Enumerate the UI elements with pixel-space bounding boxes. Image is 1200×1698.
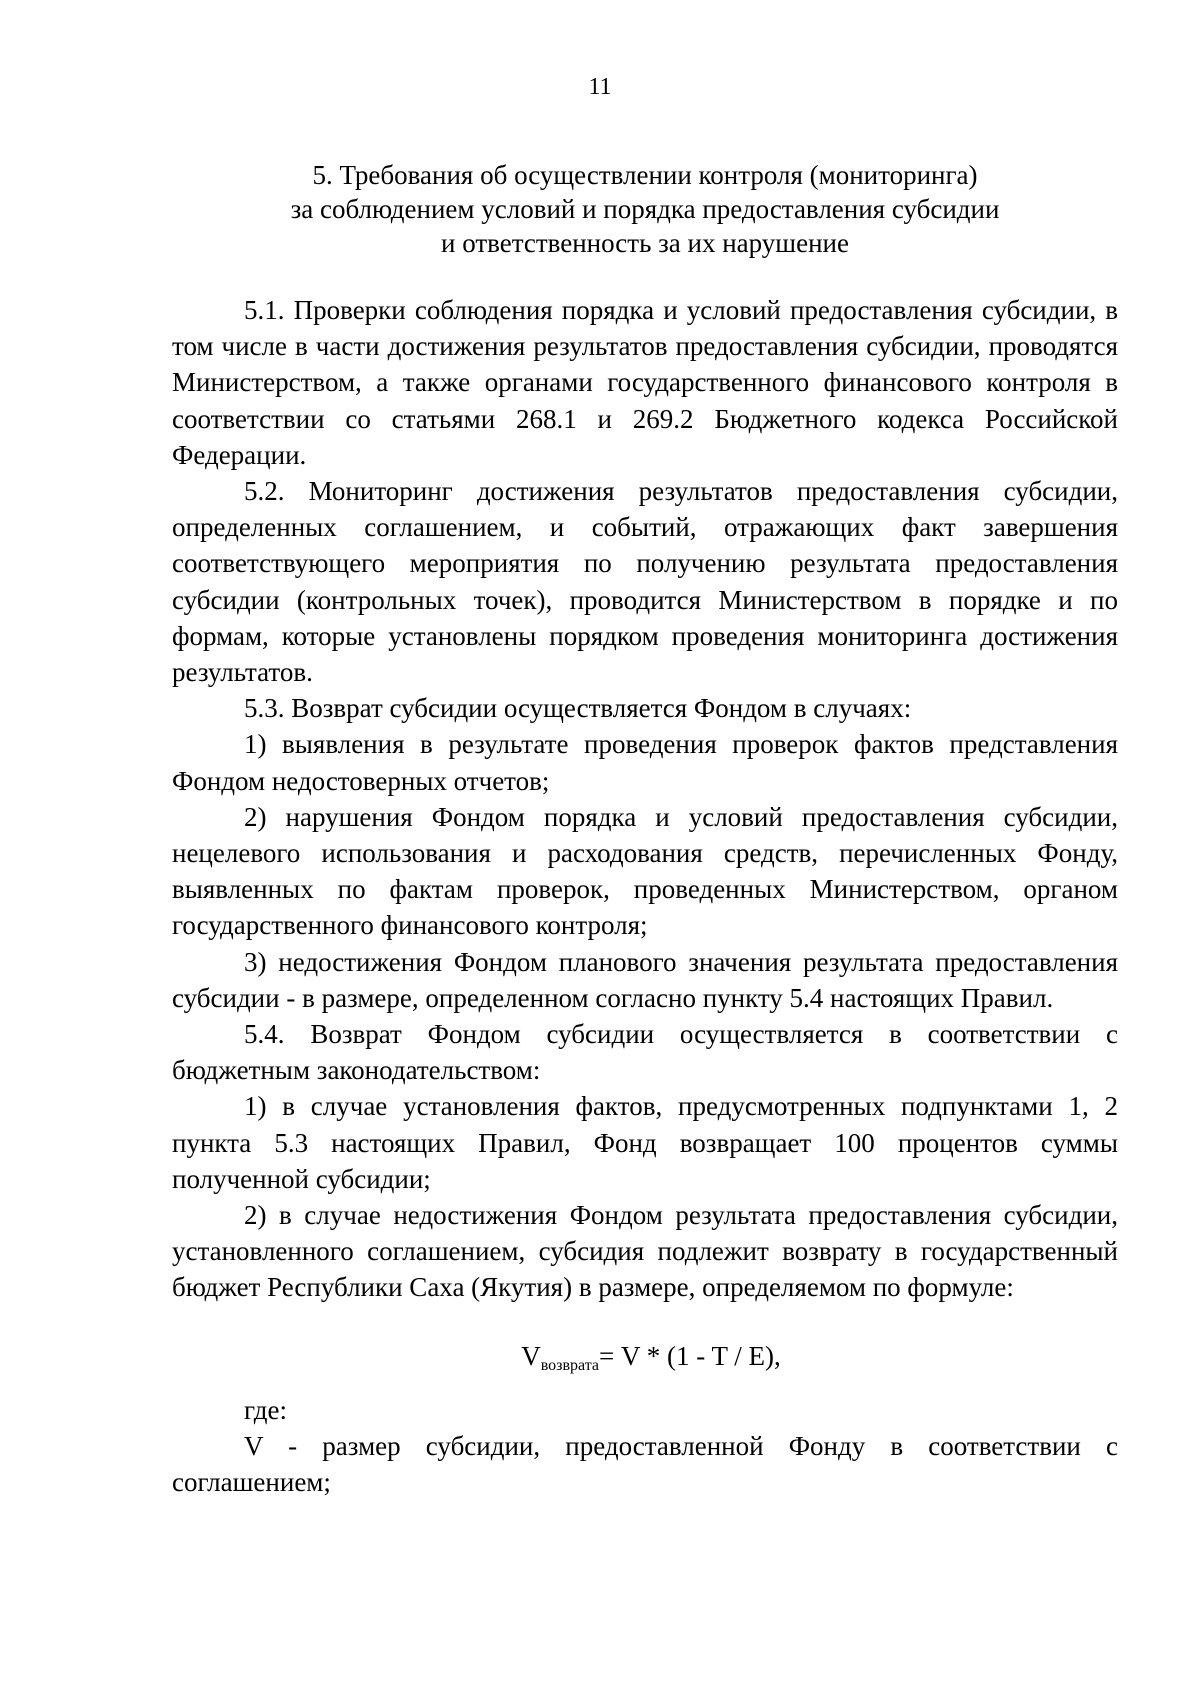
section-title-line-3: и ответственность за их нарушение xyxy=(441,228,849,258)
document-body xyxy=(172,292,1118,1500)
section-heading xyxy=(170,158,1120,260)
paragraph-5-4: 5.4. Возврат Фондом субсидии осуществляется в соответствии с бюджетным законодательством: xyxy=(172,1019,1118,1086)
return-formula xyxy=(172,1338,1118,1384)
paragraph-5-3-item-2: 2) нарушения Фондом порядка и условий предоставления субсидии, нецелевого использования и расходования средств, перечисленных Фонду, выявленных по фактам проверок, проведенных Министерством, органом государственного финансового контроля; xyxy=(172,801,1118,941)
paragraph-5-3: 5.3. Возврат субсидии осуществляется Фондом в случаях: xyxy=(244,693,912,724)
paragraph-5-2: 5.2. Мониторинг достижения результатов предоставления субсидии, определенных соглашением, и событий, отражающих факт завершения соответствующего мероприятия по получению результата предоставления субсидии (контрольных точек), проводится Министерством в порядке и по формам, которые установлены порядком проведения мониторинга достижения результатов. xyxy=(172,476,1118,688)
formula-expression: = V * (1 - T / E), xyxy=(599,1340,781,1371)
v-definition: V - размер субсидии, предоставленной Фонду в соответствии с соглашением; xyxy=(172,1430,1118,1498)
paragraph-5-4-item-1: 1) в случае установления фактов, предусмотренных подпунктами 1, 2 пункта 5.3 настоящих Правил, Фонд возвращает 100 процентов суммы полученной субсидии; xyxy=(172,1091,1118,1194)
paragraph-5-3-item-1: 1) выявления в результате проведения проверок фактов представления Фондом недостоверных отчетов; xyxy=(172,729,1118,796)
section-title-line-1: 5. Требования об осуществлении контроля (мониторинга) xyxy=(312,160,978,190)
section-title-line-2: за соблюдением условий и порядка предоставления субсидии xyxy=(290,194,1000,224)
formula-subscript: возврата xyxy=(540,1356,600,1374)
paragraph-5-3-item-3: 3) недостижения Фондом планового значения результата предоставления субсидии - в размере, определенном согласно пункту 5.4 настоящих Правил. xyxy=(172,946,1118,1013)
where-label: где: xyxy=(244,1394,287,1425)
formula-base: V xyxy=(521,1340,541,1371)
paragraph-5-4-item-2: 2) в случае недостижения Фондом результата предоставления субсидии, установленного соглашением, субсидия подлежит возврату в государственный бюджет Республики Саха (Якутия) в размере, определяемом по формуле: xyxy=(172,1200,1118,1303)
paragraph-5-1: 5.1. Проверки соблюдения порядка и условий предоставления субсидии, в том числе в части достижения результатов предоставления субсидии, проводятся Министерством, а также органами государственного финансового контроля в соответствии со статьями 268.1 и 269.2 Бюджетного кодекса Российской Федерации. xyxy=(172,295,1118,470)
page-number: 11 xyxy=(588,74,612,100)
